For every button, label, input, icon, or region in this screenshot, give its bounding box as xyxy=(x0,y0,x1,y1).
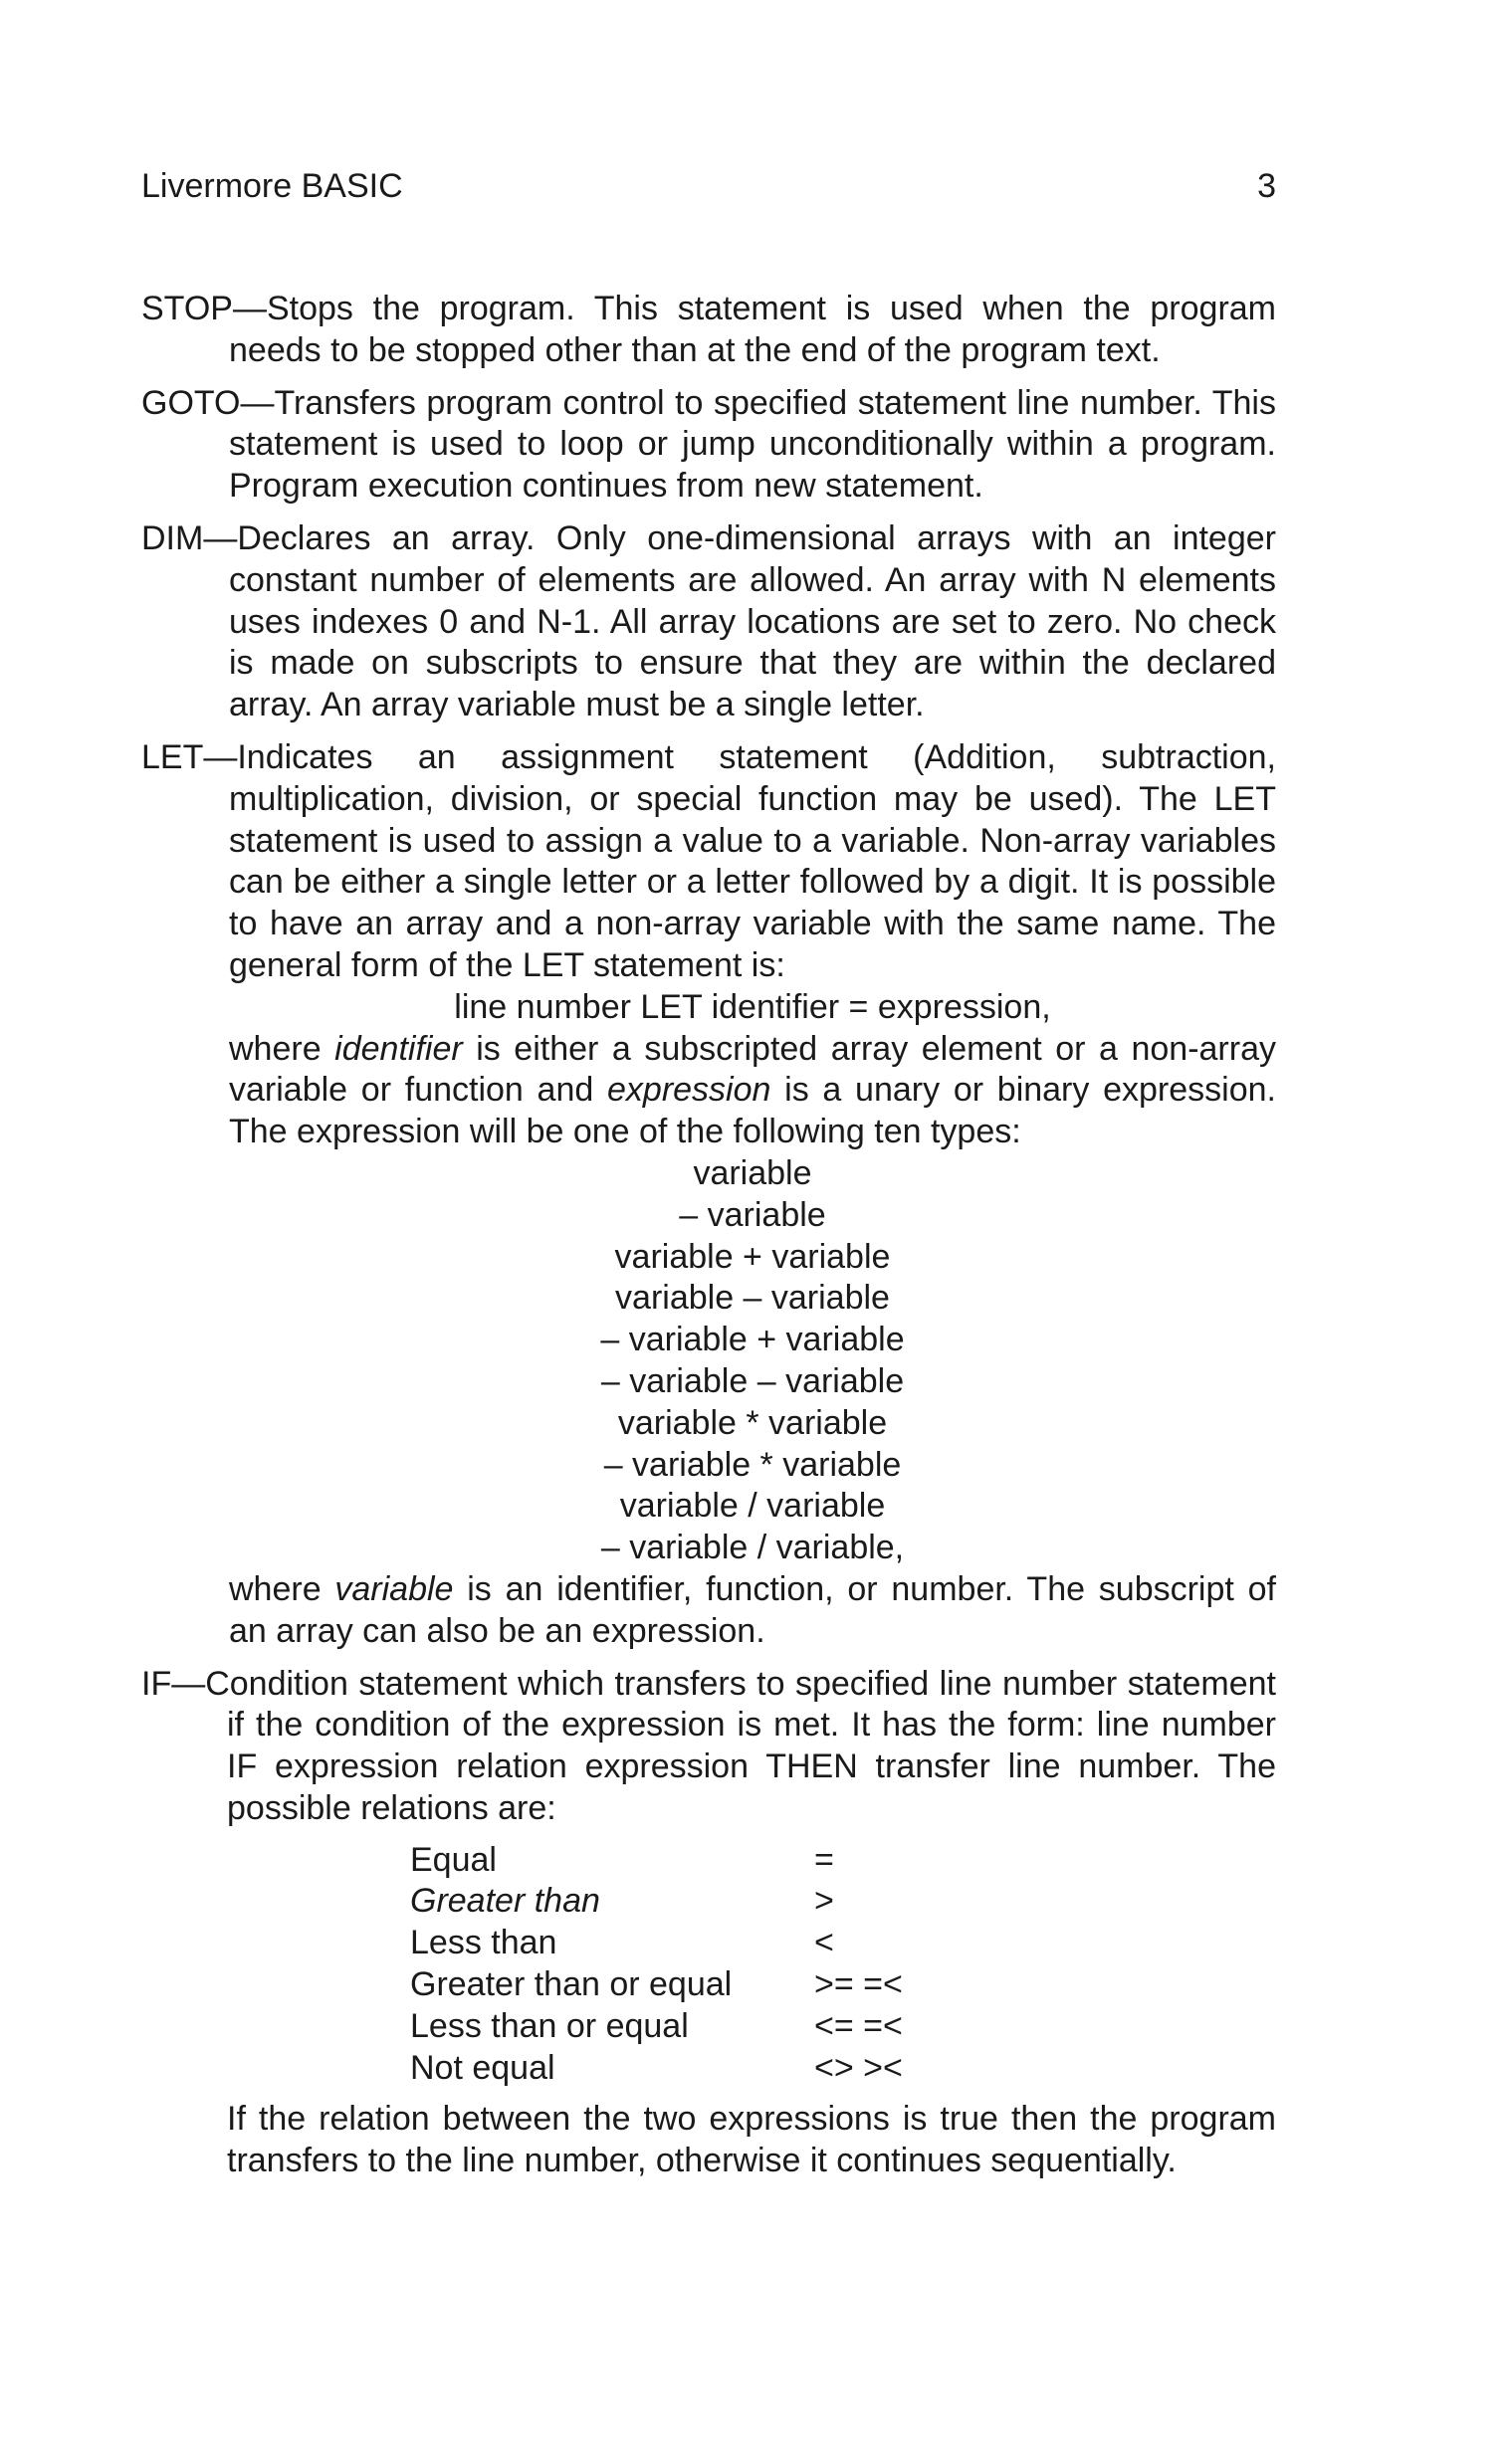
entry-let-intro xyxy=(141,737,1276,987)
relation-row xyxy=(410,1923,1113,1964)
relation-name: Less than xyxy=(410,1924,557,1962)
expression-type: – variable – variable xyxy=(600,1361,905,1400)
relation-name: Less than or equal xyxy=(410,2006,689,2045)
text-fragment: is a unary or binary expression. The expression will be one of the following ten types: xyxy=(229,1071,1276,1151)
text-fragment: where xyxy=(229,1569,335,1608)
expression-type: variable xyxy=(693,1153,812,1192)
entry-dim xyxy=(141,518,1276,726)
entry-term: IF xyxy=(141,1664,172,1703)
expression-type: variable / variable xyxy=(619,1487,886,1526)
text-fragment: is either a subscripted array element or a non-array variable or function and xyxy=(229,1029,1276,1110)
running-header xyxy=(141,161,1276,211)
relation-symbol: <> >< xyxy=(814,2048,903,2087)
relation-row xyxy=(410,1840,1113,1882)
relation-symbol: < xyxy=(814,1924,834,1962)
entry-text: Transfers program control to specified statement line number. This statement is used to loop or jump unconditionally within a program. Program execution continues from new statement. xyxy=(229,383,1276,506)
italic-term: expression xyxy=(607,1071,771,1110)
entry-term: GOTO xyxy=(141,383,241,422)
entry-term: LET xyxy=(141,737,204,776)
let-general-form: line number LET identifier = expression, xyxy=(454,987,1051,1026)
expression-type: variable – variable xyxy=(615,1279,890,1318)
italic-term: identifier xyxy=(334,1029,463,1068)
expression-type: variable * variable xyxy=(617,1403,888,1442)
relation-row xyxy=(410,1964,1113,2006)
relation-symbol: <= =< xyxy=(814,2006,903,2045)
header-title: Livermore BASIC xyxy=(141,167,403,205)
expression-type: – variable / variable, xyxy=(600,1529,905,1567)
entry-let xyxy=(141,737,1276,1653)
page-number: 3 xyxy=(1257,167,1276,205)
if-closing-paragraph: If the relation between the two expressions is true then the program transfers to the line number, otherwise it continues sequentially. xyxy=(227,2100,1276,2180)
entry-if xyxy=(141,1664,1276,2183)
let-where-identifier xyxy=(141,1029,1276,1153)
text-fragment: is an identifier, function, or number. The subscript of an array can also be an expression. xyxy=(229,1569,1276,1650)
entry-text: Declares an array. Only one-dimensional arrays with an integer constant number of elements are allowed. An array with N elements uses indexes 0 and N-1. All array locations are set to zero. No check is made on subscripts to ensure that they are within the declared array. An array variable must be a single letter. xyxy=(229,518,1276,724)
relation-symbol: > xyxy=(814,1882,834,1921)
expression-type-list xyxy=(141,1153,1276,1569)
entry-dash: — xyxy=(203,518,238,557)
expression-type: – variable * variable xyxy=(603,1445,902,1484)
expression-type: – variable + variable xyxy=(600,1321,905,1359)
relation-symbol: = xyxy=(814,1840,834,1879)
entry-dash: — xyxy=(240,383,275,422)
entry-dash: — xyxy=(232,290,267,327)
let-where-variable xyxy=(141,1569,1276,1653)
entry-text: Stops the program. This statement is used when the program needs to be stopped other than at the end of the program text. xyxy=(229,290,1276,369)
relation-row xyxy=(410,2006,1113,2048)
relation-symbol: >= =< xyxy=(814,1965,903,2004)
entry-goto xyxy=(141,383,1276,508)
entry-text: Indicates an assignment statement (Addition, subtraction, multiplication, division, or special function may be used). The LET statement is used to assign a value to a variable. Non-array variables can be either a single letter or a letter followed by a digit. It is possible to have an array and a non-array variable with the same name. The general form of the LET statement is: xyxy=(229,737,1276,984)
entry-dash: — xyxy=(203,737,238,776)
body-text xyxy=(141,289,1276,2182)
italic-term: Greater than xyxy=(410,1882,600,1921)
entry-dash: — xyxy=(171,1664,206,1703)
expression-type: – variable xyxy=(679,1195,826,1234)
expression-type: variable + variable xyxy=(614,1237,891,1276)
relation-row xyxy=(410,2048,1113,2090)
relations-table xyxy=(410,1840,1113,2090)
text-fragment: where xyxy=(229,1029,335,1068)
entry-stop xyxy=(141,289,1276,372)
entry-term: STOP xyxy=(141,290,233,327)
entry-if-intro xyxy=(141,1664,1276,1830)
relation-name: Equal xyxy=(410,1840,497,1879)
entry-term: DIM xyxy=(141,518,204,557)
relation-name xyxy=(410,1881,814,1923)
italic-term: variable xyxy=(334,1569,454,1608)
relation-row xyxy=(410,1881,1113,1923)
relation-name: Not equal xyxy=(410,2048,555,2087)
relation-name: Greater than or equal xyxy=(410,1965,733,2004)
entry-text: Condition statement which transfers to specified line number statement if the condition of the expression is met. It has the form: line number IF expression relation expression THEN transfer line number. The possible relations are: xyxy=(205,1664,1276,1827)
